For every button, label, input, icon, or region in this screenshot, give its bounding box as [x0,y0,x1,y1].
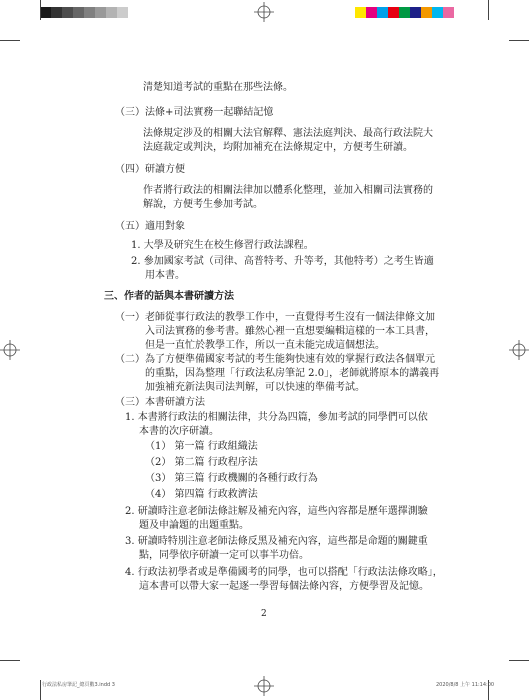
crop-mark [509,660,529,661]
page-number: 2 [261,609,267,619]
footer-timestamp: 2020/8/8 上午 11:14:00 [436,682,495,688]
text-line: 本書的次序研讀。 [139,426,219,437]
text-line: 這本書可以帶大家一起逐一學習每個法條內容，方便學習及記憶。 [139,581,429,592]
section-heading: （三）法條+司法實務一起聯結記憶 [115,107,274,118]
section-heading: （四）研讀方便 [115,164,185,175]
text-line: 加強補充新法與司法判解，可以快速的準備考試。 [145,382,365,393]
list-item: 4. 行政法初學者或是準備國考的同學，也可以搭配「行政法法條攻略」， [125,567,443,578]
list-item: 1. 本書將行政法的相關法律，共分為四篇，參加考試的同學們可以依 [125,412,428,423]
text-line: （二）為了方便準備國家考試的考生能夠快速有效的掌握行政法各個單元 [115,354,435,365]
list-item: 2. 參加國家考試（司律、高普特考、升等考，其他特考）之考生皆適 [131,256,434,267]
text-line: 法條規定涉及的相關大法官解釋、憲法法庭判決、最高行政法院大 [143,128,433,139]
registration-mark-icon [254,2,274,22]
text-line: 的重點，因為整理「行政法私房筆記 2.0」，老師就將原本的講義再 [145,368,440,379]
text-line: （一）老師從事行政法的教學工作中，一直覺得考生沒有一個法律條文加 [115,312,435,323]
gray-swatch [73,7,84,18]
list-item: 1. 大學及研究生在校生修習行政法課程。 [131,240,314,251]
sub-list-item: （3） 第三篇 行政機關的各種行政行為 [145,473,318,484]
color-swatch [432,7,443,18]
section-heading: （五）適用對象 [115,221,185,232]
list-item: 2. 研讀時注意老師法條註解及補充內容，這些內容都是歷年選擇測驗 [125,506,428,517]
color-swatch [443,7,454,18]
gray-swatch [62,7,73,18]
gray-swatch [40,7,51,18]
registration-mark-icon [0,340,20,360]
text-line: 但是一直忙於教學工作，所以一直未能完成這個想法。 [145,340,385,351]
color-swatch [399,7,410,18]
color-swatch [410,7,421,18]
section-heading: （三）本書研讀方法 [115,397,205,408]
text-line: 清楚知道考試的重點在那些法條。 [143,82,293,93]
text-line: 點，同學依序研讀一定可以事半功倍。 [139,550,309,561]
registration-mark-icon [509,340,529,360]
gray-swatch [106,7,117,18]
color-swatch [355,7,366,18]
sub-list-item: （2） 第二篇 行政程序法 [145,457,258,468]
crop-mark [488,0,489,20]
crop-mark [509,40,529,41]
cmyk-color-bar [355,7,465,18]
chapter-heading: 三、作者的話與本書研讀方法 [104,291,234,302]
color-swatch [388,7,399,18]
gray-swatch [84,7,95,18]
sub-list-item: （1） 第一篇 行政組織法 [145,441,258,452]
text-line: 用本書。 [145,270,185,281]
color-swatch [421,7,432,18]
gray-swatch [95,7,106,18]
text-line: 入司法實務的參考書。雖然心裡一直想要編輯這樣的一本工具書， [145,326,435,337]
text-line: 法庭裁定或判決，均附加補充在法條規定中，方便考生研讀。 [143,142,413,153]
color-swatch [377,7,388,18]
gray-swatch [117,7,128,18]
text-line: 題及申論題的出題重點。 [139,520,249,531]
footer-file-name: 行政法私房筆記_總頁數3.indd 3 [42,682,115,688]
crop-mark [0,40,20,41]
crop-mark [0,660,20,661]
color-swatch [366,7,377,18]
gray-swatch [51,7,62,18]
grayscale-color-bar [40,7,128,18]
sub-list-item: （4） 第四篇 行政救濟法 [145,489,258,500]
list-item: 3. 研讀時特別注意老師法條反黑及補充內容，這些都是命題的關鍵重 [125,536,428,547]
crop-mark [40,680,41,700]
crop-mark [40,0,41,20]
text-line: 解說，方便考生參加考試。 [143,199,263,210]
text-line: 作者將行政法的相關法律加以體系化整理，並加入相關司法實務的 [143,185,433,196]
registration-mark-icon [254,676,274,696]
color-swatch [454,7,465,18]
